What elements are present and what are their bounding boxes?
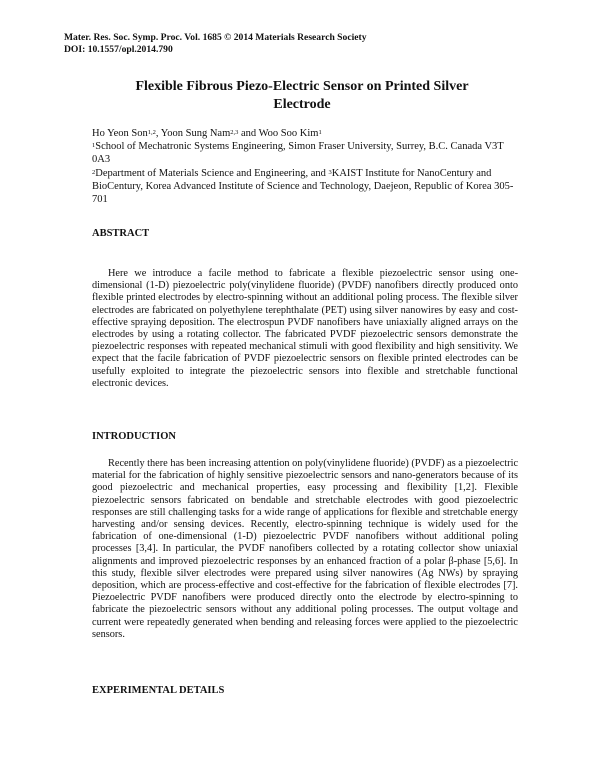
- doi: DOI: 10.1557/opl.2014.790: [64, 44, 173, 55]
- paper-title: [92, 78, 512, 114]
- author-3-affil: 1: [318, 129, 322, 136]
- affiliation-1-marker: 1: [92, 142, 96, 150]
- author-list: [92, 127, 522, 140]
- affiliation-2-text: Department of Materials Science and Engineering, and: [95, 167, 329, 179]
- affiliation-3-text: KAIST Institute for NanoCentury and BioCentury, Korea Advanced Institute of Science and Technology, Daejeon, Republic of Korea 305-701: [92, 167, 514, 206]
- affiliation-2-marker: 2: [92, 168, 96, 176]
- affiliation-3-marker: 3: [328, 168, 332, 176]
- author-2-affil: 2,3: [230, 129, 239, 136]
- title-line-1: Flexible Fibrous Piezo-Electric Sensor on Printed Silver: [135, 79, 469, 94]
- abstract-heading: ABSTRACT: [92, 228, 150, 239]
- author-1-affil: 1,2: [147, 129, 156, 136]
- author-block: [92, 127, 522, 206]
- abstract-text: Here we introduce a facile method to fabricate a flexible piezoelectric sensor using one-dimensional (1-D) piezoelectric poly(vinylidene fluoride) (PVDF) nanofibers directly produced onto flexible printed electrodes by electro-spinning without an additional poling process. The flexible silver electrodes are fabricated on polyethylene terephthalate (PET) using silver nanowires by easy and cost-effective spraying deposition. The electrospun PVDF nanofibers have uniaxially aligned arrays on the electrodes by using a rotating collector. The fabricated PVDF piezoelectric sensors demonstrate the piezoelectric responses with repeated mechanical stimuli with good flexibility and high sensitivity. We expect that the facile fabrication of PVDF piezoelectric sensors on flexible printed electrodes can be usefully exploited to integrate the piezoelectric sensors into flexible and stretchable functional electronic devices.: [92, 268, 518, 389]
- introduction-heading: INTRODUCTION: [92, 431, 177, 442]
- author-1: Ho Yeon Son: [92, 128, 148, 139]
- affiliation-2: [92, 167, 522, 207]
- author-2: , Yoon Sung Nam: [155, 128, 231, 139]
- affiliation-1-text: School of Mechatronic Systems Engineering, Simon Fraser University, Surrey, B.C. Canada V3T 0A3: [92, 141, 504, 166]
- journal-citation: Mater. Res. Soc. Symp. Proc. Vol. 1685 © 2014 Materials Research Society: [64, 32, 367, 43]
- affiliation-1: [92, 140, 522, 166]
- journal-header: [64, 32, 367, 56]
- title-line-2: Electrode: [273, 97, 331, 112]
- author-3: and Woo Soo Kim: [238, 128, 319, 139]
- introduction-text: Recently there has been increasing attention on poly(vinylidene fluoride) (PVDF) as a piezoelectric material for the fabrication of highly sensitive piezoelectric sensors and nano-generators because of its good piezoelectric and mechanical properties, easy processing and flexibility [1,2]. Flexible piezoelectric sensors fabricated on bendable and stretchable electrodes with good piezoelectric responses are still challenging tasks for a wide range of applications for flexible and stretchable energy harvesting and/or sensing devices. Recently, electro-spinning technique is widely used for the fabrication of one-dimensional (1-D) piezoelectric PVDF nanofibers without additional poling processes [3,4]. In particular, the PVDF nanofibers collected by a rotating collector show uniaxial alignments and improved piezoelectric responses by an enhanced fraction of a polar β-phase [5,6]. In this study, flexible silver electrodes were prepared using silver nanowires (Ag NWs) by spraying deposition, which are process-effective and cost-effective for the fabrication of flexible electrodes [7]. Piezoelectric PVDF nanofibers were produced directly onto the electrode by electro-spinning to fabricate the piezoelectric sensors without any additional poling processes. The output voltage and current were repeatedly generated when bending and releasing forces were applied to the piezoelectric sensors.: [92, 458, 519, 640]
- experimental-heading: EXPERIMENTAL DETAILS: [92, 685, 225, 696]
